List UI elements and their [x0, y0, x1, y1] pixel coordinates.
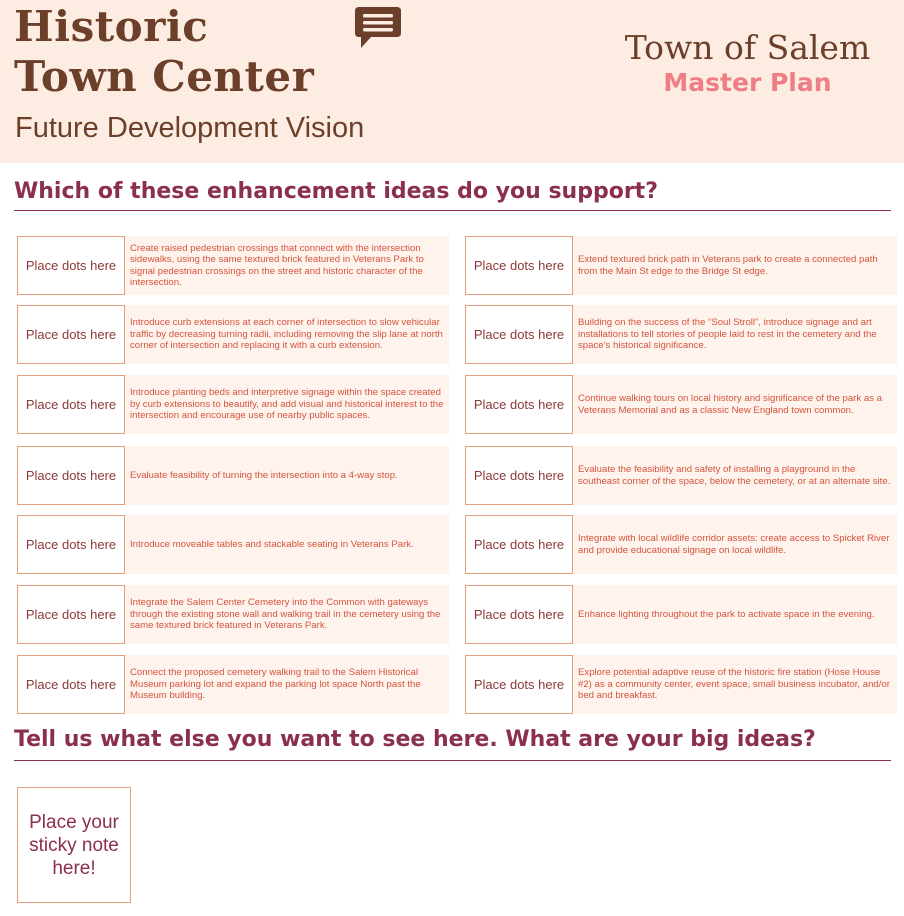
speech-bubble-icon	[353, 5, 403, 51]
dot-placement-box[interactable]: Place dots here	[17, 515, 125, 574]
section-heading-support: Which of these enhancement ideas do you support?	[14, 179, 658, 204]
page-subtitle: Future Development Vision	[15, 112, 365, 144]
dot-placement-box[interactable]: Place dots here	[17, 305, 125, 364]
idea-card	[17, 236, 449, 295]
idea-card	[17, 515, 449, 574]
section-heading-big-ideas: Tell us what else you want to see here. What are your big ideas?	[14, 727, 816, 752]
dot-placement-box[interactable]: Place dots here	[17, 236, 125, 295]
idea-description: Evaluate feasibility of turning the intersection into a 4-way stop.	[130, 469, 398, 481]
dot-placement-box[interactable]: Place dots here	[465, 585, 573, 644]
idea-card	[17, 375, 449, 434]
idea-card	[465, 305, 897, 364]
idea-description: Enhance lighting throughout the park to activate space in the evening.	[578, 608, 875, 620]
idea-description: Introduce moveable tables and stackable seating in Veterans Park.	[130, 538, 414, 550]
idea-description: Integrate with local wildlife corridor assets: create access to Spicket River and provide educational signage on local wildlife.	[578, 533, 890, 556]
idea-card	[17, 585, 449, 644]
section-divider	[14, 760, 891, 761]
dot-placement-box[interactable]: Place dots here	[465, 655, 573, 714]
idea-card	[465, 236, 897, 295]
idea-description: Create raised pedestrian crossings that connect with the intersection sidewalks, using the same textured brick featured in Veterans Park to signal pedestrian crossings on the street and historic character of the intersection.	[130, 242, 424, 288]
header-banner	[0, 0, 904, 163]
idea-card	[17, 305, 449, 364]
idea-description: Building on the success of the “Soul Stroll”, introduce signage and art installations to tell stories of people laid to rest in the cemetery and the space’s historical significance.	[578, 317, 877, 352]
dot-placement-box[interactable]: Place dots here	[465, 305, 573, 364]
idea-description: Introduce planting beds and interpretive signage within the space created by curb extensions to beautify, and add visual and historical interest to the intersection and encourage use of nearby public spaces.	[130, 387, 444, 422]
idea-description: Integrate the Salem Center Cemetery into the Common with gateways through the existing stone wall and walking trail in the cemetery using the same textured brick featured in Veterans Park.	[130, 597, 441, 632]
sticky-note-box[interactable]: Place your sticky note here!	[17, 787, 131, 903]
idea-card	[17, 655, 449, 714]
town-name: Town of Salem	[624, 28, 871, 67]
idea-card	[465, 446, 897, 505]
idea-description: Continue walking tours on local history and significance of the park as a Veterans Memorial and as a classic New England town common.	[578, 393, 882, 416]
idea-description: Connect the proposed cemetery walking trail to the Salem Historical Museum parking lot and expand the parking lot space North past the Museum building.	[130, 667, 421, 702]
section-divider	[14, 210, 891, 211]
dot-placement-box[interactable]: Place dots here	[465, 446, 573, 505]
idea-description: Explore potential adaptive reuse of the historic fire station (Hose House #2) as a community center, event space, small business incubator, and/or bed and breakfast.	[578, 667, 890, 702]
title-line-2: Town Center	[14, 52, 315, 101]
plan-name: Master Plan	[663, 68, 832, 97]
idea-card	[465, 515, 897, 574]
idea-description: Introduce curb extensions at each corner of intersection to slow vehicular traffic by decreasing turning radii, including removing the slip lane at north corner of intersection and replacing it with a curb extension.	[130, 317, 443, 352]
idea-description: Extend textured brick path in Veterans park to create a connected path from the Main St edge to the Bridge St edge.	[578, 254, 878, 277]
idea-card	[465, 375, 897, 434]
dot-placement-box[interactable]: Place dots here	[17, 446, 125, 505]
idea-description: Evaluate the feasibility and safety of installing a playground in the southeast corner of the space, below the cemetery, or at an alternate site.	[578, 464, 891, 487]
dot-placement-box[interactable]: Place dots here	[465, 236, 573, 295]
dot-placement-box[interactable]: Place dots here	[465, 515, 573, 574]
page-title	[14, 2, 314, 102]
idea-card	[465, 585, 897, 644]
dot-placement-box[interactable]: Place dots here	[465, 375, 573, 434]
title-line-1: Historic	[14, 2, 209, 51]
dot-placement-box[interactable]: Place dots here	[17, 375, 125, 434]
dot-placement-box[interactable]: Place dots here	[17, 585, 125, 644]
dot-placement-box[interactable]: Place dots here	[17, 655, 125, 714]
idea-card	[17, 446, 449, 505]
idea-card	[465, 655, 897, 714]
